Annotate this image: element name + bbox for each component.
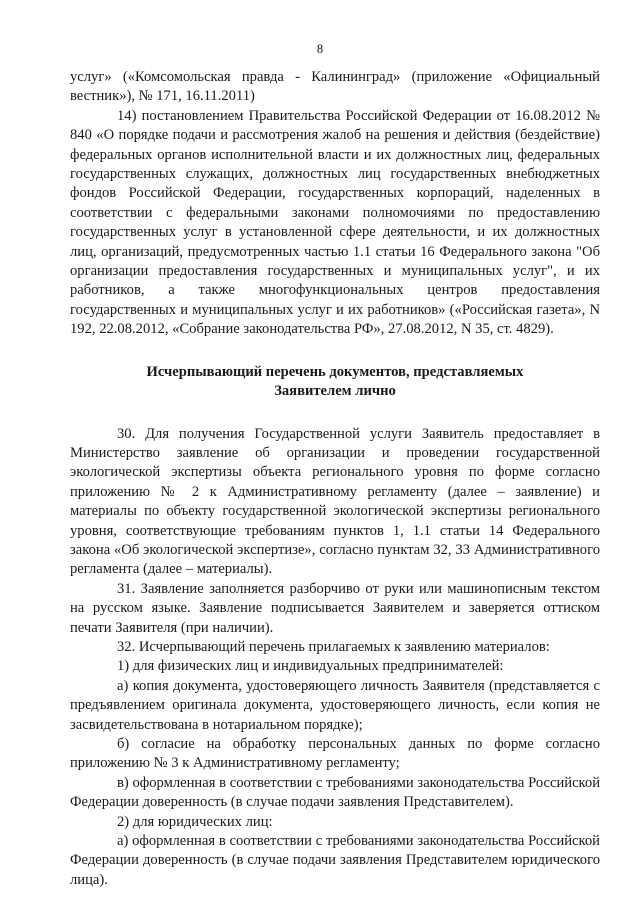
- list-subitem-v-power-of-attorney: в) оформленная в соответствии с требованиями законодательства Российской Федерации доверенность (в случае подачи заявления Представителем).: [70, 774, 600, 811]
- page-number: 8: [316, 42, 324, 56]
- list-item-legal-entities: 2) для юридических лиц:: [117, 813, 273, 830]
- paragraph-32: 32. Исчерпывающий перечень прилагаемых к заявлению материалов:: [117, 638, 550, 655]
- list-item-individuals: 1) для физических лиц и индивидуальных предпринимателей:: [117, 658, 504, 675]
- list-subitem-a-identity-copy: а) копия документа, удостоверяющего личность Заявителя (представляется с предъявлением оригинала документа, удостоверяющего личность, если копия не засвидетельствована в нотариальном порядке);: [70, 677, 600, 733]
- section-heading-line-2: Заявителем лично: [274, 383, 396, 400]
- paragraph-item-14: 14) постановлением Правительства Российской Федерации от 16.08.2012 № 840 «О порядке подачи и рассмотрения жалоб на решения и действия (бездействие) федеральных органов исполнительной власти и их должностных лиц, федеральных государственных служащих, должностных лиц государственных внебюджетных фондов Российской Федерации, государственных корпораций, наделенных в соответствии с федеральными законами полномочиями по предоставлению государственных услуг в установленной сфере деятельности, и их должностных лиц, организаций, предусмотренных частью 1.1 статьи 16 Федерального закона "Об организации предоставления государственных и муниципальных услуг", и их работников, а также многофункциональных центров предоставления государственных и муниципальных услуг и их работников» («Российская газета», N 192, 22.08.2012, «Собрание законодательства РФ», 27.08.2012, N 35, ст. 4829).: [70, 107, 600, 338]
- document-body: [70, 68, 600, 890]
- section-heading-line-1: Исчерпывающий перечень документов, представляемых: [146, 363, 524, 380]
- paragraph-31: 31. Заявление заполняется разборчиво от руки или машинописным текстом на русском языке. Заявление подписывается Заявителем и заверяется оттиском печати Заявителя (при наличии).: [70, 580, 600, 636]
- paragraph-30: 30. Для получения Государственной услуги Заявитель предоставляет в Министерство заявление об организации и проведении государственной экологической экспертизы объекта регионального уровня по форме согласно приложению № 2 к Административному регламенту (далее – заявление) и материалы по объекту государственной экологической экспертизы регионального уровня, соответствующие требованиям пунктов 1, 1.1 статьи 14 Федерального закона «Об экологической экспертизе», согласно пунктам 32, 33 Административного регламента (далее – материалы).: [70, 425, 600, 578]
- paragraph-continuation: услуг» («Комсомольская правда - Калининград» (приложение «Официальный вестник»), № 171, 16.11.2011): [70, 69, 600, 105]
- list-subitem-a-legal-power-of-attorney: а) оформленная в соответствии с требованиями законодательства Российской Федерации доверенность (в случае подачи заявления Представителем юридического лица).: [70, 833, 600, 888]
- list-subitem-b-consent: б) согласие на обработку персональных данных по форме согласно приложению № 3 к Административному регламенту;: [70, 736, 600, 772]
